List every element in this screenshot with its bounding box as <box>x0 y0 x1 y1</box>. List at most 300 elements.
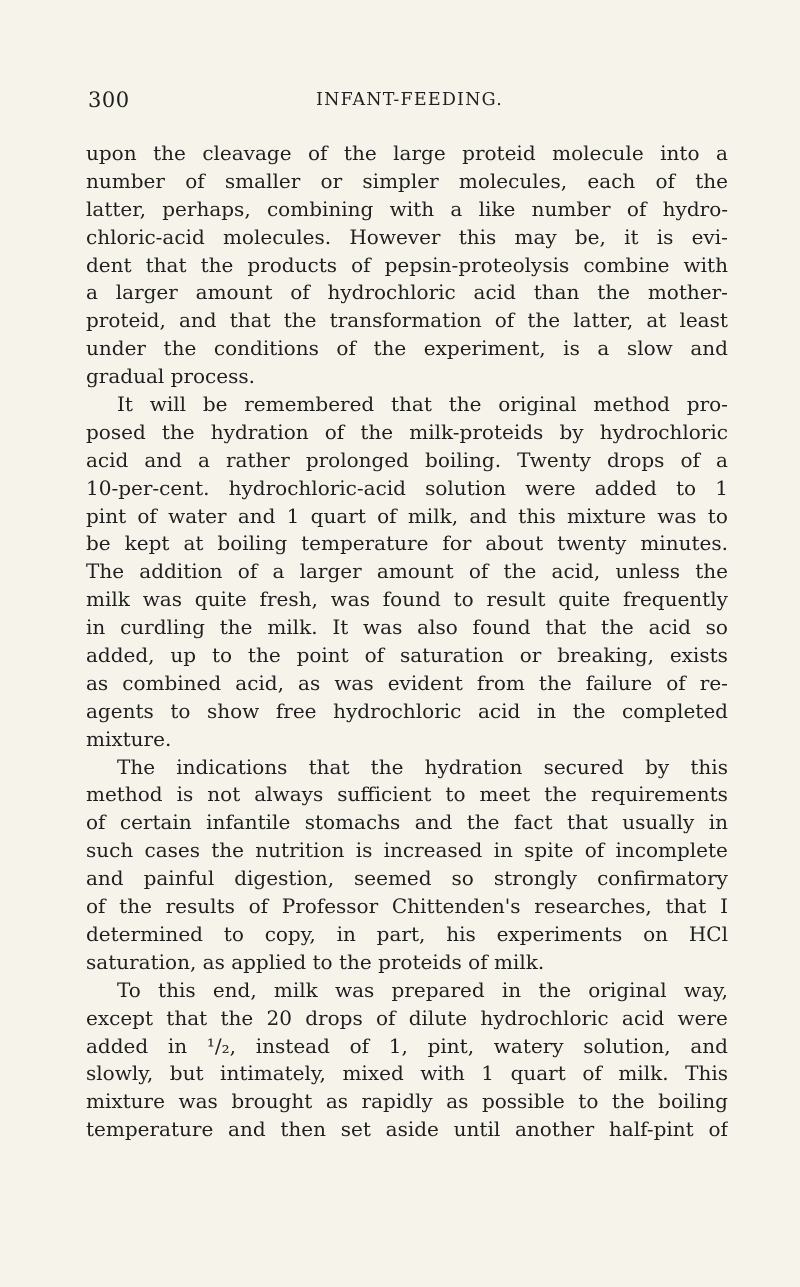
word: rather <box>225 447 290 472</box>
word: at <box>646 308 667 333</box>
word: so <box>451 866 474 891</box>
word: of <box>376 1005 396 1030</box>
word: drops <box>305 1005 363 1030</box>
word: hydration <box>424 754 523 779</box>
word: HCl <box>688 921 728 946</box>
word: to <box>453 587 474 612</box>
word: was <box>657 503 697 528</box>
word: a <box>198 447 210 472</box>
word: combined <box>122 670 222 695</box>
word: up <box>170 643 197 668</box>
word: To <box>117 977 141 1002</box>
word: smaller <box>224 168 301 193</box>
word: drops <box>606 447 665 472</box>
word: agents <box>86 698 154 723</box>
word: except <box>86 1005 153 1030</box>
word: the <box>219 615 253 640</box>
word: a <box>715 447 728 472</box>
word: be, <box>574 224 606 249</box>
word: acid <box>621 1005 665 1030</box>
word: boiling. <box>425 447 502 472</box>
word: prolonged <box>305 447 409 472</box>
word: of <box>364 643 385 668</box>
word: with <box>389 196 435 221</box>
word: to <box>676 475 697 500</box>
word: twenty <box>557 531 627 556</box>
text-line <box>86 781 728 809</box>
word: dilute <box>408 1005 468 1030</box>
word: latter, <box>86 196 146 221</box>
word: found <box>472 615 531 640</box>
word: chloric-acid <box>86 224 205 249</box>
paragraph <box>86 977 728 1144</box>
word: that <box>145 252 187 277</box>
word: of <box>626 196 647 221</box>
word: this <box>158 977 196 1002</box>
word: of <box>308 141 328 165</box>
text-line <box>86 1005 728 1033</box>
word: solution <box>425 475 507 500</box>
word: acid, <box>551 559 601 584</box>
word: transformation <box>329 308 482 333</box>
word: fact <box>513 810 553 835</box>
word: with <box>683 252 728 277</box>
word: the <box>283 308 317 333</box>
word: from <box>476 670 525 695</box>
paragraph <box>86 391 728 754</box>
word: addition <box>139 559 223 584</box>
word: acid <box>473 280 516 305</box>
word: hydrochloric <box>480 1005 609 1030</box>
word: also <box>417 615 458 640</box>
word: of <box>137 503 157 528</box>
word: least <box>679 308 728 333</box>
text-line <box>86 168 728 196</box>
word: under <box>86 336 146 361</box>
word: by <box>559 419 584 444</box>
word: hydrochloric-acid <box>228 475 406 500</box>
word: were <box>525 475 576 500</box>
word: instead <box>255 1033 330 1058</box>
text-line <box>86 921 728 949</box>
text-line <box>86 754 728 782</box>
word: and <box>86 866 124 891</box>
word: temperature <box>301 531 429 556</box>
word: pepsin-proteolysis <box>384 252 570 277</box>
word: be <box>86 531 111 556</box>
word: the <box>373 336 407 361</box>
word: method <box>86 782 163 807</box>
word: was <box>330 587 370 612</box>
word: large <box>393 141 446 165</box>
word: of <box>666 670 686 695</box>
word: seemed <box>354 866 432 891</box>
word: the <box>611 1089 645 1114</box>
text-line <box>86 614 728 642</box>
word: evi- <box>691 224 728 249</box>
word: is <box>563 336 580 361</box>
word: perhaps, <box>162 196 251 221</box>
word: not <box>207 782 241 807</box>
word: saturation <box>399 643 504 668</box>
word: ¹/₂, <box>206 1033 237 1058</box>
word: evident <box>387 670 463 695</box>
word: that <box>665 894 707 919</box>
word: 20 <box>266 1005 292 1030</box>
word: as <box>325 1089 349 1114</box>
word: was <box>334 670 374 695</box>
word: method <box>593 392 670 417</box>
text-line <box>86 809 728 837</box>
word: I <box>720 894 728 919</box>
word: that <box>166 1005 208 1030</box>
word: of <box>680 447 700 472</box>
word: half-pint <box>608 1117 694 1142</box>
word: in <box>501 977 522 1002</box>
word: researches, <box>534 894 652 919</box>
word: of <box>324 419 345 444</box>
word: the <box>370 754 404 779</box>
word: milk-proteids <box>409 419 544 444</box>
word: will <box>149 392 187 417</box>
word: and <box>178 308 217 333</box>
word: hydrochloric <box>333 698 462 723</box>
word: always <box>254 782 324 807</box>
word: secured <box>543 754 624 779</box>
word: and <box>690 1033 728 1058</box>
word: combine <box>583 252 670 277</box>
word: milk, <box>407 503 459 528</box>
word: experiments <box>496 921 623 946</box>
word: mixture <box>86 1089 165 1114</box>
text-line <box>86 252 728 280</box>
word: nutrition <box>255 838 345 863</box>
word: show <box>206 698 260 723</box>
text-line <box>86 977 728 1005</box>
word: a <box>450 196 463 221</box>
word: point <box>296 643 349 668</box>
word: boiling <box>658 1089 728 1114</box>
word: as <box>86 670 109 695</box>
word: exists <box>669 643 728 668</box>
word: the <box>211 838 245 863</box>
paragraph <box>86 140 728 391</box>
word: the <box>163 336 197 361</box>
word: his <box>446 921 476 946</box>
word: amount <box>376 559 454 584</box>
word: acid, <box>235 670 284 695</box>
word: the <box>527 308 561 333</box>
word: solution, <box>583 1033 671 1058</box>
word: 1 <box>715 475 728 500</box>
word: of <box>655 168 675 193</box>
word: end, <box>212 977 257 1002</box>
word: of <box>185 168 205 193</box>
word: minutes. <box>640 531 728 556</box>
word: then <box>280 1117 327 1142</box>
word: the <box>153 141 186 165</box>
text-line <box>86 503 728 531</box>
text-line <box>86 586 728 614</box>
text-line <box>86 837 728 865</box>
word: larger <box>115 280 178 305</box>
word: mixed <box>342 1061 404 1086</box>
word: for <box>442 531 472 556</box>
text-line <box>86 224 728 252</box>
word: pint <box>86 503 127 528</box>
word: was <box>142 587 182 612</box>
word: molecules. <box>222 224 332 249</box>
word: temperature <box>86 1117 214 1142</box>
text-line <box>86 196 728 224</box>
word: found <box>382 587 441 612</box>
word: free <box>275 698 317 723</box>
word: that <box>566 810 608 835</box>
word: spite <box>524 838 574 863</box>
word: possible <box>481 1089 565 1114</box>
word: latter, <box>573 308 634 333</box>
word: frequently <box>622 587 728 612</box>
word: of <box>248 894 269 919</box>
word: and <box>228 1117 266 1142</box>
word: the <box>220 1005 254 1030</box>
word: usually <box>622 810 695 835</box>
word: remembered <box>244 392 375 417</box>
word: hydro- <box>662 196 728 221</box>
word: acid <box>648 615 691 640</box>
word: the <box>695 559 728 584</box>
word: another <box>515 1117 595 1142</box>
word: simpler <box>362 168 439 193</box>
word: pint, <box>427 1033 475 1058</box>
word: of <box>494 308 515 333</box>
word: is <box>656 224 674 249</box>
text-line <box>86 335 728 363</box>
word: by <box>645 754 670 779</box>
word: aside <box>385 1117 439 1142</box>
word: conditions <box>213 336 319 361</box>
word: of <box>582 1061 602 1086</box>
word: of <box>336 336 356 361</box>
word: of <box>86 810 106 835</box>
word: of <box>86 894 106 919</box>
word: kept <box>124 531 170 556</box>
word: original <box>588 977 667 1002</box>
word: Professor <box>281 894 379 919</box>
word: and <box>414 810 453 835</box>
word: it <box>624 224 639 249</box>
word: of <box>708 1117 728 1142</box>
word: the <box>247 643 281 668</box>
word: of <box>349 1033 370 1058</box>
word: stomachs <box>304 810 401 835</box>
word: this <box>690 754 728 779</box>
word: and <box>469 503 507 528</box>
word: as <box>298 670 321 695</box>
word: It <box>117 392 133 417</box>
word: the <box>466 810 500 835</box>
word: rapidly <box>361 1089 433 1114</box>
word: about <box>485 531 544 556</box>
word: in <box>86 615 106 640</box>
word: to <box>170 698 191 723</box>
word: prepared <box>391 977 485 1002</box>
word: requirements <box>591 782 728 807</box>
word: be <box>202 392 228 417</box>
word: added, <box>86 643 155 668</box>
word: of <box>237 559 258 584</box>
word: until <box>453 1117 501 1142</box>
text-line: gradual process. <box>86 364 255 389</box>
text-line <box>86 419 728 447</box>
word: It <box>332 615 349 640</box>
word: The <box>86 559 125 584</box>
word: This <box>685 1061 728 1086</box>
word: at <box>183 531 204 556</box>
word: painful <box>143 866 215 891</box>
word: than <box>533 280 580 305</box>
word: or <box>519 643 542 668</box>
word: brought <box>231 1089 313 1114</box>
word: way, <box>683 977 728 1002</box>
word: slowly, <box>86 1061 154 1086</box>
word: that <box>308 754 350 779</box>
word: such <box>86 838 134 863</box>
word: combining <box>266 196 374 221</box>
word: part, <box>376 921 426 946</box>
word: determined <box>86 921 203 946</box>
word: the <box>601 615 634 640</box>
word: cleavage <box>202 141 292 165</box>
word: breaking, <box>557 643 654 668</box>
word: infantile <box>206 810 291 835</box>
word: of <box>468 559 489 584</box>
word: is <box>176 782 194 807</box>
word: added <box>594 475 657 500</box>
word: this <box>458 224 497 249</box>
word: upon <box>86 141 137 165</box>
word: Chittenden's <box>391 894 521 919</box>
word: in <box>336 921 356 946</box>
word: number <box>531 196 611 221</box>
word: incomplete <box>615 838 728 863</box>
word: completed <box>622 698 728 723</box>
word: the <box>200 252 234 277</box>
word: molecule <box>552 141 644 165</box>
word: was <box>335 977 375 1002</box>
text-line <box>86 447 728 475</box>
word: of <box>351 252 371 277</box>
text-line <box>86 865 728 893</box>
word: amount <box>195 280 273 305</box>
text-line <box>86 475 728 503</box>
word: to <box>578 1089 599 1114</box>
word: set <box>340 1117 371 1142</box>
word: molecules, <box>458 168 568 193</box>
word: the <box>695 168 728 193</box>
word: that <box>391 392 432 417</box>
word: or <box>320 168 343 193</box>
word: slow <box>626 336 673 361</box>
text-line <box>86 642 728 670</box>
word: hydrochloric <box>327 280 456 305</box>
word: was <box>363 615 403 640</box>
word: the <box>119 894 152 919</box>
body-text <box>86 140 728 1144</box>
word: results <box>165 894 235 919</box>
text-line <box>86 698 728 726</box>
word: dent <box>86 252 132 277</box>
word: is <box>355 838 373 863</box>
text-line <box>86 307 728 335</box>
word: to <box>223 921 244 946</box>
word: the <box>360 419 394 444</box>
word: proteid, <box>86 308 166 333</box>
text-line <box>86 670 728 698</box>
word: digestion, <box>234 866 335 891</box>
word: with <box>420 1061 465 1086</box>
word: to <box>211 643 233 668</box>
word: certain <box>119 810 192 835</box>
word: of <box>290 280 310 305</box>
word: the <box>343 141 377 165</box>
word: meet <box>479 782 531 807</box>
word: fresh, <box>259 587 318 612</box>
paragraph <box>86 754 728 977</box>
word: watery <box>493 1033 564 1058</box>
word: indications <box>176 754 288 779</box>
page-header <box>88 88 728 118</box>
word: a <box>715 141 728 165</box>
word: number <box>86 168 165 193</box>
text-line <box>86 1060 728 1088</box>
word: proteid <box>462 141 536 165</box>
text-line <box>86 1116 728 1144</box>
text-line <box>86 279 728 307</box>
word: boiling <box>217 531 288 556</box>
word: the <box>538 670 572 695</box>
text-line <box>86 1088 728 1116</box>
word: milk <box>273 977 318 1002</box>
word: experiment, <box>423 336 546 361</box>
text-line <box>86 530 728 558</box>
text-line: mixture. <box>86 726 172 751</box>
word: like <box>478 196 516 221</box>
word: water <box>168 503 227 528</box>
word: acid <box>86 447 129 472</box>
word: acid <box>477 698 521 723</box>
text-line <box>86 140 728 168</box>
word: to <box>445 782 466 807</box>
word: pro- <box>686 392 728 417</box>
text-line <box>86 558 728 586</box>
word: but <box>169 1061 204 1086</box>
page-number: 300 <box>88 88 130 112</box>
word: so <box>705 615 728 640</box>
word: original <box>498 392 577 417</box>
word: milk. <box>618 1061 669 1086</box>
text-line: saturation, as applied to the proteids of milk. <box>86 949 545 974</box>
word: the <box>448 392 482 417</box>
word: of <box>584 838 605 863</box>
word: quite <box>558 587 611 612</box>
word: that <box>545 615 587 640</box>
word: the <box>544 782 577 807</box>
word: in <box>708 810 728 835</box>
word: were <box>677 1005 728 1030</box>
word: on <box>643 921 669 946</box>
word: hydration <box>210 419 309 444</box>
